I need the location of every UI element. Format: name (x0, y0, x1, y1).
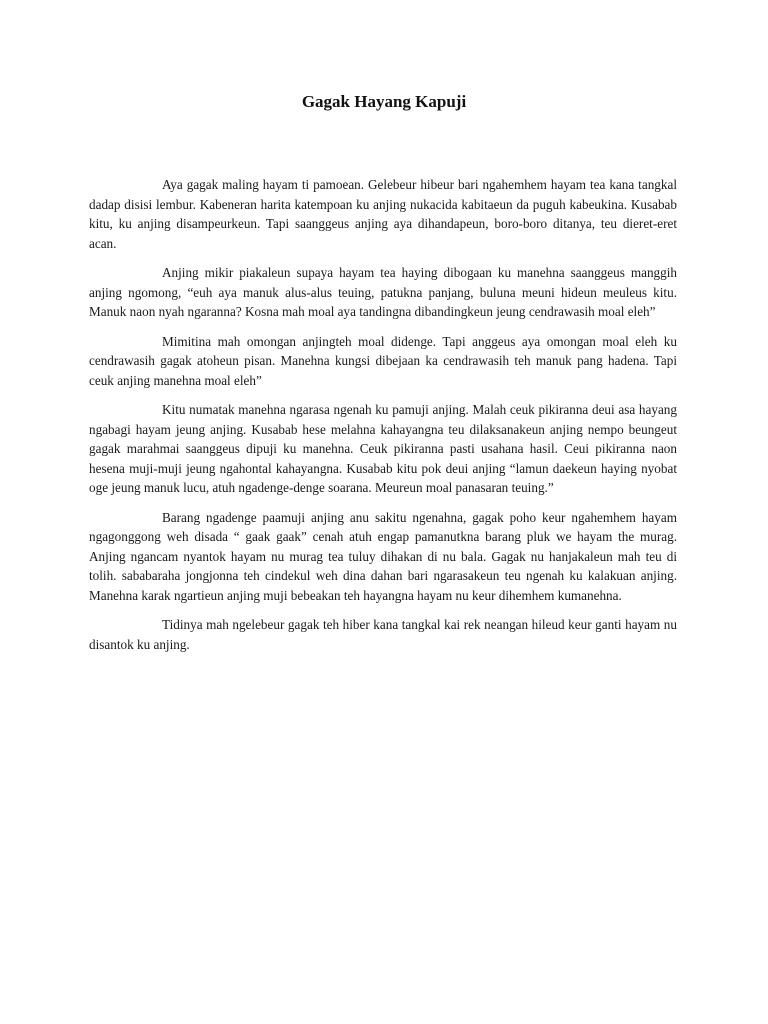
document-body (89, 175, 677, 664)
paragraph-3: Mimitina mah omongan anjingteh moal didenge. Tapi anggeus aya omongan moal eleh ku cendrawasih gagak atoheun pisan. Manehna kungsi dibejaan ka cendrawasih teh manuk pang hadena. Tapi ceuk anjing manehna moal eleh” (89, 333, 677, 388)
paragraph-6: Tidinya mah ngelebeur gagak teh hiber kana tangkal kai rek neangan hileud keur ganti hayam nu disantok ku anjing. (89, 617, 677, 652)
paragraph-4: Kitu numatak manehna ngarasa ngenah ku pamuji anjing. Malah ceuk pikiranna deui asa hayang ngabagi hayam jeung anjing. Kusabab hese melahna kahayangna teu dilaksanakeun anjing nempo beungeut gagak marahmai saanggeus dipuji ku manehna. Ceuk pikiranna pasti usahana hasil. Ceui pikiranna naon hesena muji-muji jeung ngahontal kahayangna. Kusabab kitu pok deui anjing “lamun daekeun haying nyobat oge jeung manuk lucu, atuh ngadenge-denge soarana. Meureun moal panasaran teuing.” (89, 402, 677, 495)
paragraph-1: Aya gagak maling hayam ti pamoean. Gelebeur hibeur bari ngahemhem hayam tea kana tangkal dadap disisi lembur. Kabeneran harita katempoan ku anjing nukacida kabitaeun da puguh kabeukina. Kusabab kitu, ku anjing disampeurkeun. Tapi saanggeus anjing aya dihandapeun, boro-boro ditanya, teu dieret-eret acan. (89, 177, 677, 251)
paragraph-2: Anjing mikir piakaleun supaya hayam tea haying dibogaan ku manehna saanggeus manggih anjing ngomong, “euh aya manuk alus-alus teuing, patukna panjang, buluna meuni hideun meuleus kitu. Manuk naon nyah ngaranna? Kosna mah moal aya tandingna dibandingkeun jeung cendrawasih moal eleh” (89, 265, 677, 319)
paragraph-5: Barang ngadenge paamuji anjing anu sakitu ngenahna, gagak poho keur ngahemhem hayam ngagonggong weh disada “ gaak gaak” cenah atuh engap pamanutkna barang pluk we hayam the murag. Anjing ngancam nyantok hayam nu murag tea tuluy dihakan di nu bala. Gagak nu hanjakaleun mah teu di tolih. sababaraha jongjonna teh cindekul weh dina dahan bari ngarasakeun teu ngenah ku kalakuan anjing. Manehna karak ngartieun anjing muji bebeakan teh hayangna hayam nu keur dihemhem kumanehna. (89, 509, 677, 603)
document-title: Gagak Hayang Kapuji (301, 92, 467, 111)
